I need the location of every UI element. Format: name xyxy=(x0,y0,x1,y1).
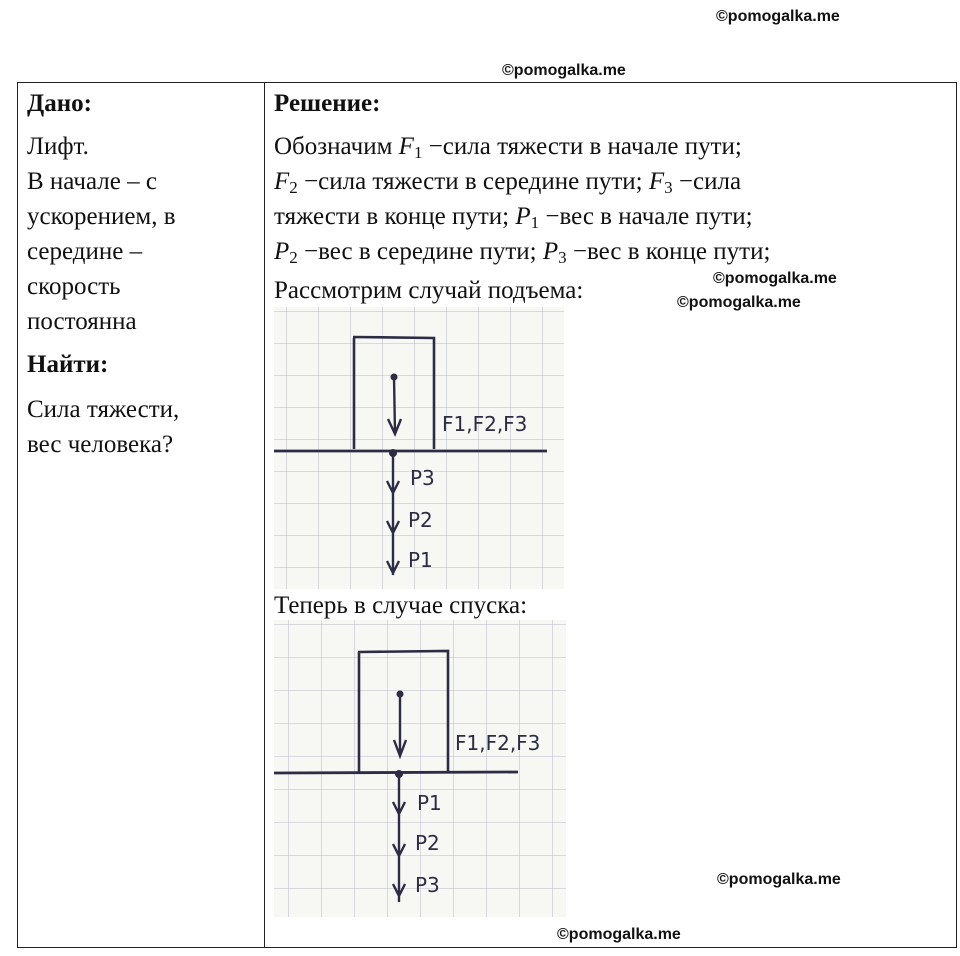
ascent-sketch xyxy=(274,307,564,589)
given-line: середине – xyxy=(27,238,143,265)
descent-diagram xyxy=(274,620,566,917)
descent-label: Теперь в случае спуска: xyxy=(274,592,528,619)
watermark: ©pomogalka.me xyxy=(717,871,841,888)
solution-heading: Решение: xyxy=(274,90,381,117)
force-label: F1,F2,F3 xyxy=(442,412,528,436)
weight-label: P3 xyxy=(410,466,435,490)
solution-line-2: $F_2$ −сила тяжести в середине пути; $F_3$ −сила xyxy=(274,168,742,197)
ascent-label: Рассмотрим случай подъема: xyxy=(274,277,584,304)
weight-label: P2 xyxy=(415,831,440,855)
solution-table xyxy=(17,82,957,948)
ascent-diagram xyxy=(274,307,564,589)
given-heading: Дано: xyxy=(27,90,92,117)
watermark: ©pomogalka.me xyxy=(677,294,801,311)
force-label: F1,F2,F3 xyxy=(455,731,541,755)
solution-line-3: тяжести в конце пути; $P_1 -вес$ в начале пути; xyxy=(274,203,753,232)
column-divider xyxy=(264,83,265,947)
given-line: Лифт. xyxy=(27,133,89,160)
weight-label: P3 xyxy=(415,873,440,897)
weight-label: P1 xyxy=(408,548,433,572)
descent-sketch xyxy=(274,620,566,917)
find-line: Сила тяжести, xyxy=(27,396,180,423)
given-line: постоянна xyxy=(27,308,137,335)
find-line: вес человека? xyxy=(27,431,174,458)
given-line: ускорением, в xyxy=(27,203,176,230)
watermark: ©pomogalka.me xyxy=(713,270,837,287)
weight-label: P1 xyxy=(417,791,442,815)
given-line: скорость xyxy=(27,273,121,300)
weight-label: P2 xyxy=(408,508,433,532)
watermark: ©pomogalka.me xyxy=(502,62,626,79)
watermark: ©pomogalka.me xyxy=(557,926,681,943)
solution-line-4: $P_2 -вес$ в середине пути; $P_3 -вес$ в конце пути; xyxy=(274,238,771,267)
solution-line-1: Обозначим $F_1$ −сила тяжести в начале пути; xyxy=(274,133,742,162)
given-line: В начале – с xyxy=(27,168,157,195)
find-heading: Найти: xyxy=(27,351,109,378)
watermark: ©pomogalka.me xyxy=(716,8,840,25)
